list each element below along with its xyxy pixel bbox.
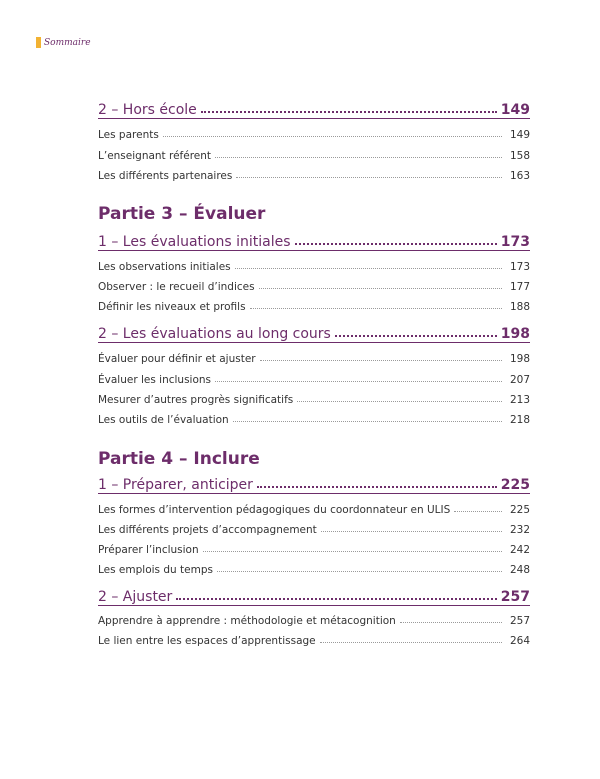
leader-dots: [320, 642, 502, 643]
entry-title: Les observations initiales: [98, 261, 231, 273]
entry-page: 264: [509, 635, 530, 647]
entry-page: 242: [509, 544, 530, 556]
section-page: 173: [500, 234, 530, 250]
entry-title: Définir les niveaux et profils: [98, 301, 246, 313]
entry-page: 177: [509, 281, 530, 293]
leader-dots: [233, 421, 502, 422]
leader-dots: [217, 571, 502, 572]
entry-page: 173: [509, 261, 530, 273]
toc-entry[interactable]: [98, 146, 530, 162]
toc-entry[interactable]: [98, 390, 530, 406]
toc-entry[interactable]: [98, 297, 530, 313]
section-title: 2 – Les évaluations au long cours: [98, 326, 331, 342]
entry-page: 149: [509, 129, 530, 141]
part-title-4[interactable]: Partie 4 – Inclure: [98, 449, 260, 469]
toc-entry[interactable]: [98, 277, 530, 293]
leader-dots: [257, 486, 497, 488]
toc-entry[interactable]: [98, 410, 530, 426]
section-heading-ajuster[interactable]: [98, 585, 530, 606]
section-page: 198: [500, 326, 530, 342]
entry-title: Évaluer pour définir et ajuster: [98, 353, 256, 365]
section-page: 225: [500, 477, 530, 493]
toc-entry[interactable]: [98, 349, 530, 365]
entry-page: 163: [509, 170, 530, 182]
page-header: [36, 37, 91, 48]
leader-dots: [235, 268, 502, 269]
toc-entry[interactable]: [98, 166, 530, 182]
section-title: 2 – Ajuster: [98, 589, 173, 605]
entry-title: Les outils de l’évaluation: [98, 414, 229, 426]
leader-dots: [259, 288, 502, 289]
entry-title: Apprendre à apprendre : méthodologie et métacognition: [98, 615, 396, 627]
entry-page: 188: [509, 301, 530, 313]
toc-entry[interactable]: [98, 540, 530, 556]
section-heading-preparer[interactable]: [98, 473, 530, 494]
leader-dots: [250, 308, 502, 309]
section-title: 2 – Hors école: [98, 102, 197, 118]
leader-dots: [215, 157, 502, 158]
entry-page: 207: [509, 374, 530, 386]
leader-dots: [335, 335, 497, 337]
toc-entry[interactable]: [98, 370, 530, 386]
toc-entry[interactable]: [98, 631, 530, 647]
entry-page: 213: [509, 394, 530, 406]
leader-dots: [201, 111, 497, 113]
toc-entry[interactable]: [98, 611, 530, 627]
entry-title: Le lien entre les espaces d’apprentissage: [98, 635, 316, 647]
leader-dots: [260, 360, 502, 361]
section-title: 1 – Préparer, anticiper: [98, 477, 253, 493]
leader-dots: [203, 551, 502, 552]
leader-dots: [236, 177, 502, 178]
header-label: Sommaire: [44, 37, 91, 48]
toc-entry[interactable]: [98, 560, 530, 576]
entry-title: Les différents projets d’accompagnement: [98, 524, 317, 536]
leader-dots: [321, 531, 502, 532]
entry-page: 232: [509, 524, 530, 536]
leader-dots: [215, 381, 502, 382]
entry-title: Les parents: [98, 129, 159, 141]
leader-dots: [295, 243, 497, 245]
leader-dots: [297, 401, 502, 402]
section-page: 149: [500, 102, 530, 118]
toc-entry[interactable]: [98, 500, 530, 516]
entry-title: Les différents partenaires: [98, 170, 233, 182]
section-heading-evaluations-long-cours[interactable]: [98, 322, 530, 343]
section-heading-evaluations-initiales[interactable]: [98, 230, 530, 251]
part-title-3[interactable]: Partie 3 – Évaluer: [98, 204, 266, 224]
entry-page: 158: [509, 150, 530, 162]
leader-dots: [176, 598, 496, 600]
section-title: 1 – Les évaluations initiales: [98, 234, 291, 250]
leader-dots: [400, 622, 502, 623]
entry-title: Préparer l’inclusion: [98, 544, 199, 556]
toc-entry[interactable]: [98, 520, 530, 536]
leader-dots: [454, 511, 502, 512]
section-heading-hors-ecole[interactable]: [98, 98, 530, 119]
entry-title: Les formes d’intervention pédagogiques du coordonnateur en ULIS: [98, 504, 451, 516]
entry-page: 248: [509, 564, 530, 576]
section-marker: [36, 37, 41, 48]
entry-title: Évaluer les inclusions: [98, 374, 212, 386]
section-page: 257: [500, 589, 530, 605]
entry-page: 257: [509, 615, 530, 627]
entry-page: 225: [509, 504, 530, 516]
entry-title: L’enseignant référent: [98, 150, 212, 162]
entry-title: Mesurer d’autres progrès significatifs: [98, 394, 294, 406]
entry-page: 198: [509, 353, 530, 365]
entry-title: Les emplois du temps: [98, 564, 213, 576]
toc-entry[interactable]: [98, 125, 530, 141]
entry-title: Observer : le recueil d’indices: [98, 281, 255, 293]
entry-page: 218: [509, 414, 530, 426]
toc-entry[interactable]: [98, 257, 530, 273]
leader-dots: [163, 136, 502, 137]
